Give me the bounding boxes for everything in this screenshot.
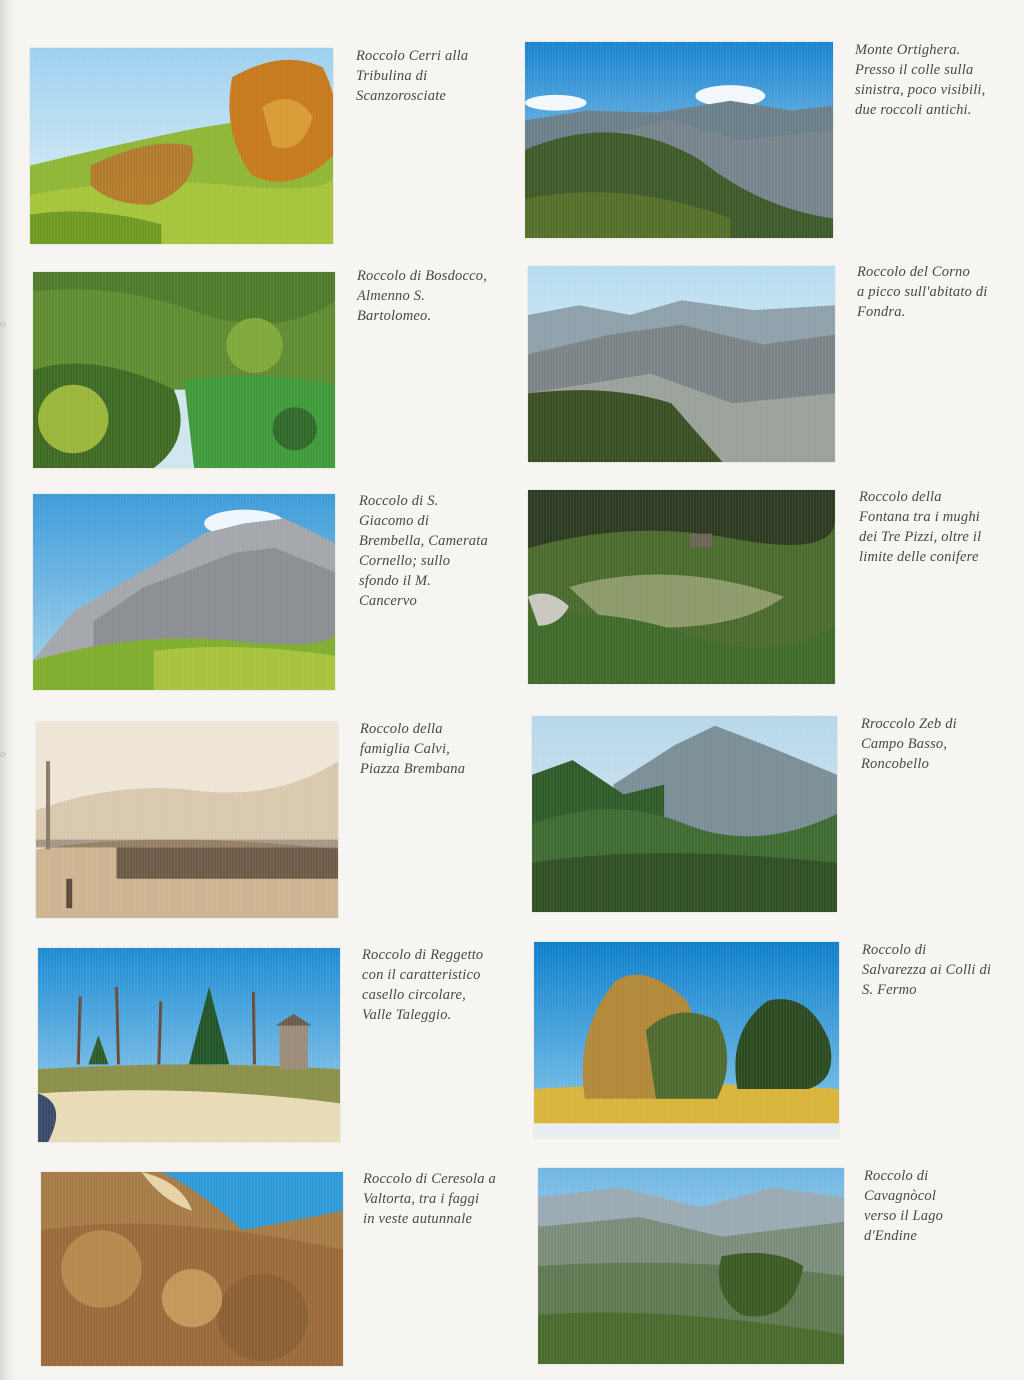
photo-monte-ortighera — [525, 42, 833, 238]
photo-roccolo-zeb — [532, 716, 837, 912]
photo-caption: Roccolo di Cavagnòcol verso il Lago d'Endine — [864, 1168, 944, 1244]
edge-fragment: o — [0, 748, 6, 760]
photo-caption: Roccolo di Reggetto con il caratteristico casello circolare, Valle Taleggio. — [362, 947, 484, 1023]
photo-roccolo-calvi — [36, 722, 338, 918]
photo-roccolo-reggetto — [38, 948, 340, 1142]
photo-caption: Roccolo del Corno a picco sull'abitato di Fondra. — [857, 264, 988, 320]
photo-caption: Roccolo Cerri alla Tribulina di Scanzorosciate — [356, 48, 469, 104]
photo-roccolo-bosdocco — [33, 272, 335, 468]
photo-roccolo-fontana — [528, 490, 835, 684]
photo-roccolo-ceresola — [41, 1172, 343, 1366]
photo-caption: Roccolo di S. Giacomo di Brembella, Camerata Cornello; sullo sfondo il M. Cancervo — [359, 493, 488, 609]
page-gutter — [0, 0, 16, 1380]
photo-caption: Monte Ortighera. Presso il colle sulla sinistra, poco visibili, due roccoli antichi. — [855, 42, 986, 118]
photo-roccolo-san-giacomo — [33, 494, 335, 690]
photo-caption: Roccolo della Fontana tra i mughi dei Tre Pizzi, oltre il limite delle conifere — [859, 489, 982, 565]
photo-caption: Roccolo di Bosdocco, Almenno S. Bartolomeo. — [357, 268, 488, 324]
photo-caption: Rroccolo Zeb di Campo Basso, Roncobello — [861, 716, 957, 772]
photo-caption: Roccolo di Salvarezza ai Colli di S. Fermo — [862, 942, 992, 998]
photo-roccolo-cavagnocol — [538, 1168, 844, 1364]
photo-roccolo-cerri — [30, 48, 333, 244]
edge-fragment: o — [0, 318, 6, 330]
photo-roccolo-corno — [528, 266, 835, 462]
photo-roccolo-salvarezza — [534, 942, 839, 1138]
photo-caption: Roccolo di Ceresola a Valtorta, tra i faggi in veste autunnale — [363, 1171, 496, 1227]
photo-caption: Roccolo della famiglia Calvi, Piazza Brembana — [360, 721, 466, 777]
